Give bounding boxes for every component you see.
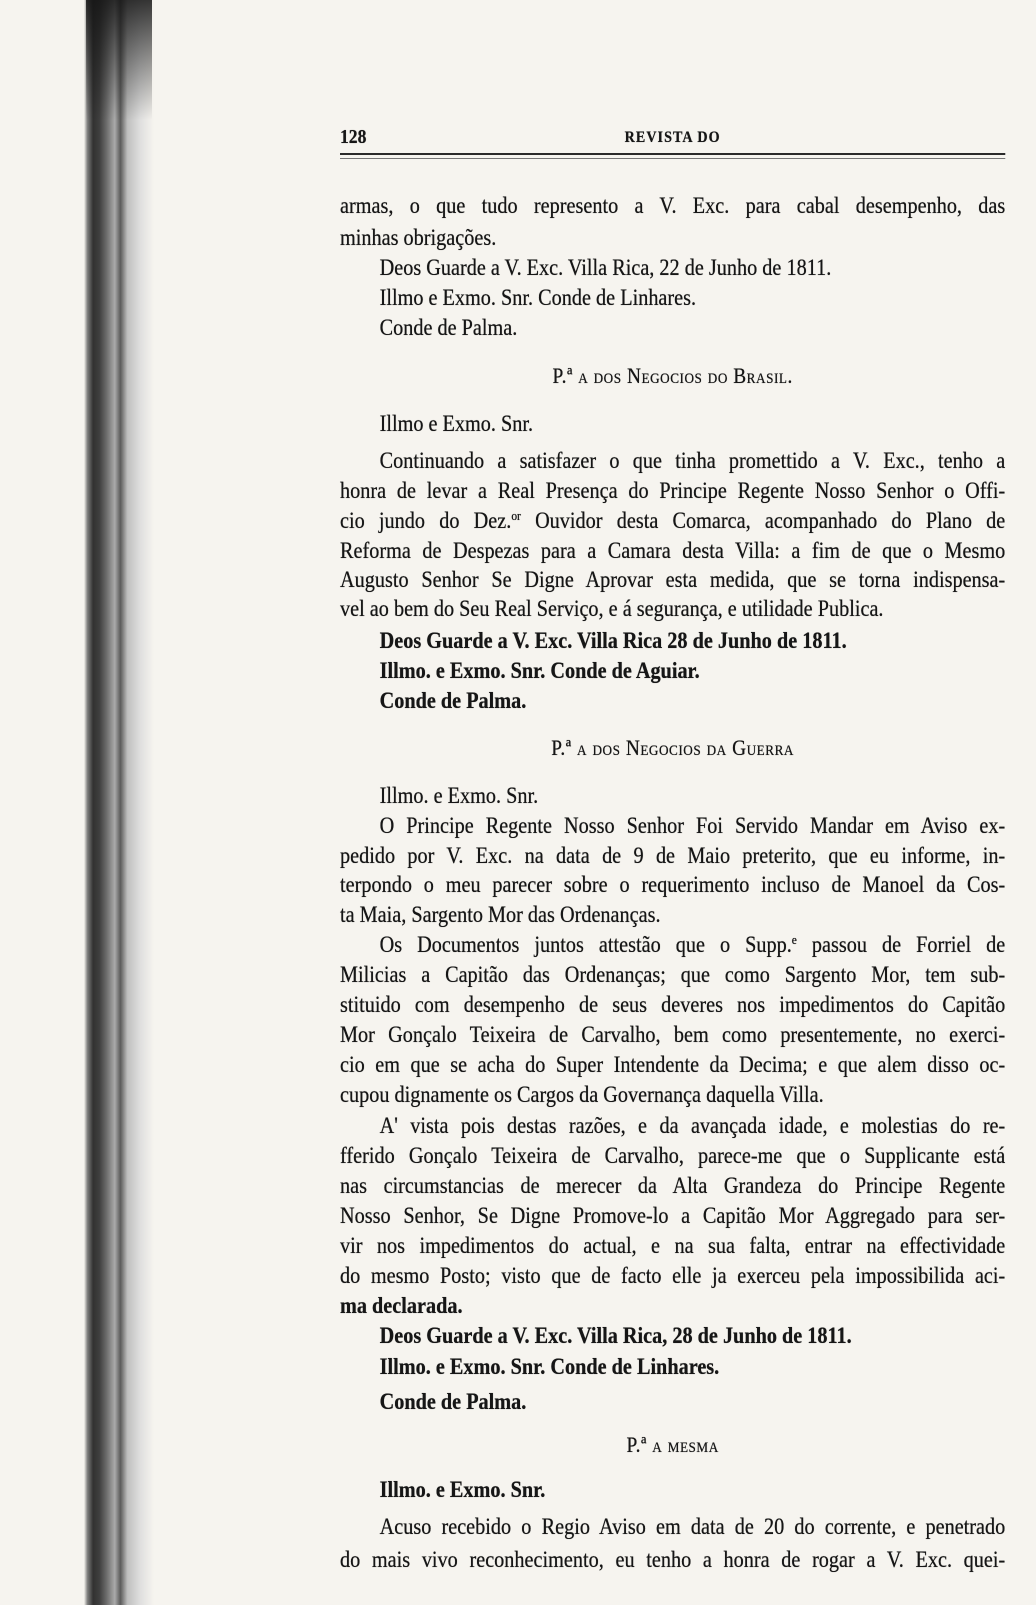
body-line: honra de levar a Real Presença do Principe Regente Nosso Senhor o Offi- <box>340 478 1006 503</box>
text-column <box>340 0 1005 1605</box>
closing-line: Deos Guarde a V. Exc. Villa Rica, 22 de Junho de 1811. <box>379 255 832 280</box>
body-line: pedido por V. Exc. na data de 9 de Maio preterito, que eu informe, in- <box>340 843 1006 868</box>
salutation-line: Illmo. e Exmo. Snr. <box>379 1477 546 1502</box>
body-line-text: Ouvidor desta Comarca, acompanhado do Plano de <box>520 508 1006 533</box>
addressee-line: Illmo. e Exmo. Snr. Conde de Linhares. <box>379 1354 720 1379</box>
body-line: cupou dignamente os Cargos da Governança daquella Villa. <box>340 1082 824 1107</box>
body-line: armas, o que tudo represento a V. Exc. para cabal desempenho, das <box>340 193 1006 218</box>
section-heading: P.ª a mesma <box>626 1432 719 1457</box>
body-line: ma declarada. <box>340 1293 463 1318</box>
body-line: vir nos impedimentos do actual, e na sua falta, entrar na effectividade <box>340 1233 1006 1258</box>
binding-shadow <box>84 0 154 1605</box>
superscript-abbreviation: e <box>791 932 797 947</box>
running-title: REVISTA DO <box>624 129 721 146</box>
body-line-text: cio jundo do Dez. <box>340 508 512 533</box>
body-line: stituido com desempenho de seus deveres nos impedimentos do Capitão <box>340 992 1006 1017</box>
body-line: terpondo o meu parecer sobre o requerimento incluso de Manoel da Cos- <box>340 872 1006 897</box>
body-line: Augusto Senhor Se Digne Aprovar esta medida, que se torna indispensa- <box>340 567 1006 592</box>
body-line: A' vista pois destas razões, e da avançada idade, e molestias do re- <box>379 1113 1006 1138</box>
addressee-line: Illmo e Exmo. Snr. Conde de Linhares. <box>379 285 697 310</box>
body-line: nas circumstancias de merecer da Alta Grandeza do Principe Regente <box>340 1173 1006 1198</box>
body-line: Reforma de Despezas para a Camara desta Villa: a fim de que o Mesmo <box>340 538 1006 563</box>
signature-line: Conde de Palma. <box>379 688 527 713</box>
body-line: minhas obrigações. <box>340 225 497 250</box>
addressee-line: Illmo. e Exmo. Snr. Conde de Aguiar. <box>379 658 700 683</box>
body-line: vel ao bem do Seu Real Serviço, e á segurança, e utilidade Publica. <box>340 596 884 621</box>
body-line: Nosso Senhor, Se Digne Promove-lo a Capitão Mor Aggregado para ser- <box>340 1203 1006 1228</box>
body-line: do mesmo Posto; visto que de facto elle ja exerceu pela impossibilida aci- <box>340 1263 1006 1288</box>
body-line: Acuso recebido o Regio Aviso em data de 20 do corrente, e penetrado <box>379 1514 1006 1539</box>
body-line <box>380 930 1006 960</box>
closing-line: Deos Guarde a V. Exc. Villa Rica 28 de Junho de 1811. <box>379 628 847 653</box>
salutation-line: Illmo. e Exmo. Snr. <box>379 783 539 808</box>
signature-line: Conde de Palma. <box>379 1389 527 1414</box>
closing-line: Deos Guarde a V. Exc. Villa Rica, 28 de Junho de 1811. <box>379 1323 852 1348</box>
salutation-line: Illmo e Exmo. Snr. <box>379 411 534 436</box>
body-line: ta Maia, Sargento Mor das Ordenanças. <box>340 902 661 927</box>
body-line: Continuando a satisfazer o que tinha promettido a V. Exc., tenho a <box>379 448 1006 473</box>
body-line <box>340 506 1005 536</box>
body-line: do mais vivo reconhecimento, eu tenho a honra de rogar a V. Exc. quei- <box>340 1547 1006 1572</box>
body-line: Mor Gonçalo Teixeira de Carvalho, bem como presentemente, no exerci- <box>340 1022 1006 1047</box>
page-number: 128 <box>340 126 367 148</box>
section-heading: P.ª a dos Negocios da Guerra <box>551 735 794 760</box>
section-heading: P.ª a dos Negocios do Brasil. <box>552 363 793 388</box>
body-line: Milicias a Capitão das Ordenanças; que como Sargento Mor, tem sub- <box>340 962 1006 987</box>
body-line-text: Os Documentos juntos attestão que o Supp. <box>379 932 792 957</box>
body-line: cio em que se acha do Super Intendente da Decima; e que alem disso oc- <box>340 1052 1006 1077</box>
header-rule <box>340 153 1005 159</box>
signature-line: Conde de Palma. <box>379 315 518 340</box>
binding-shadow-top <box>86 0 152 120</box>
body-line: O Principe Regente Nosso Senhor Foi Servido Mandar em Aviso ex- <box>379 813 1006 838</box>
superscript-abbreviation: or <box>511 508 521 523</box>
body-line: fferido Gonçalo Teixeira de Carvalho, parece-me que o Supplicante está <box>340 1143 1006 1168</box>
body-line-text: passou de Forriel de <box>796 932 1006 957</box>
